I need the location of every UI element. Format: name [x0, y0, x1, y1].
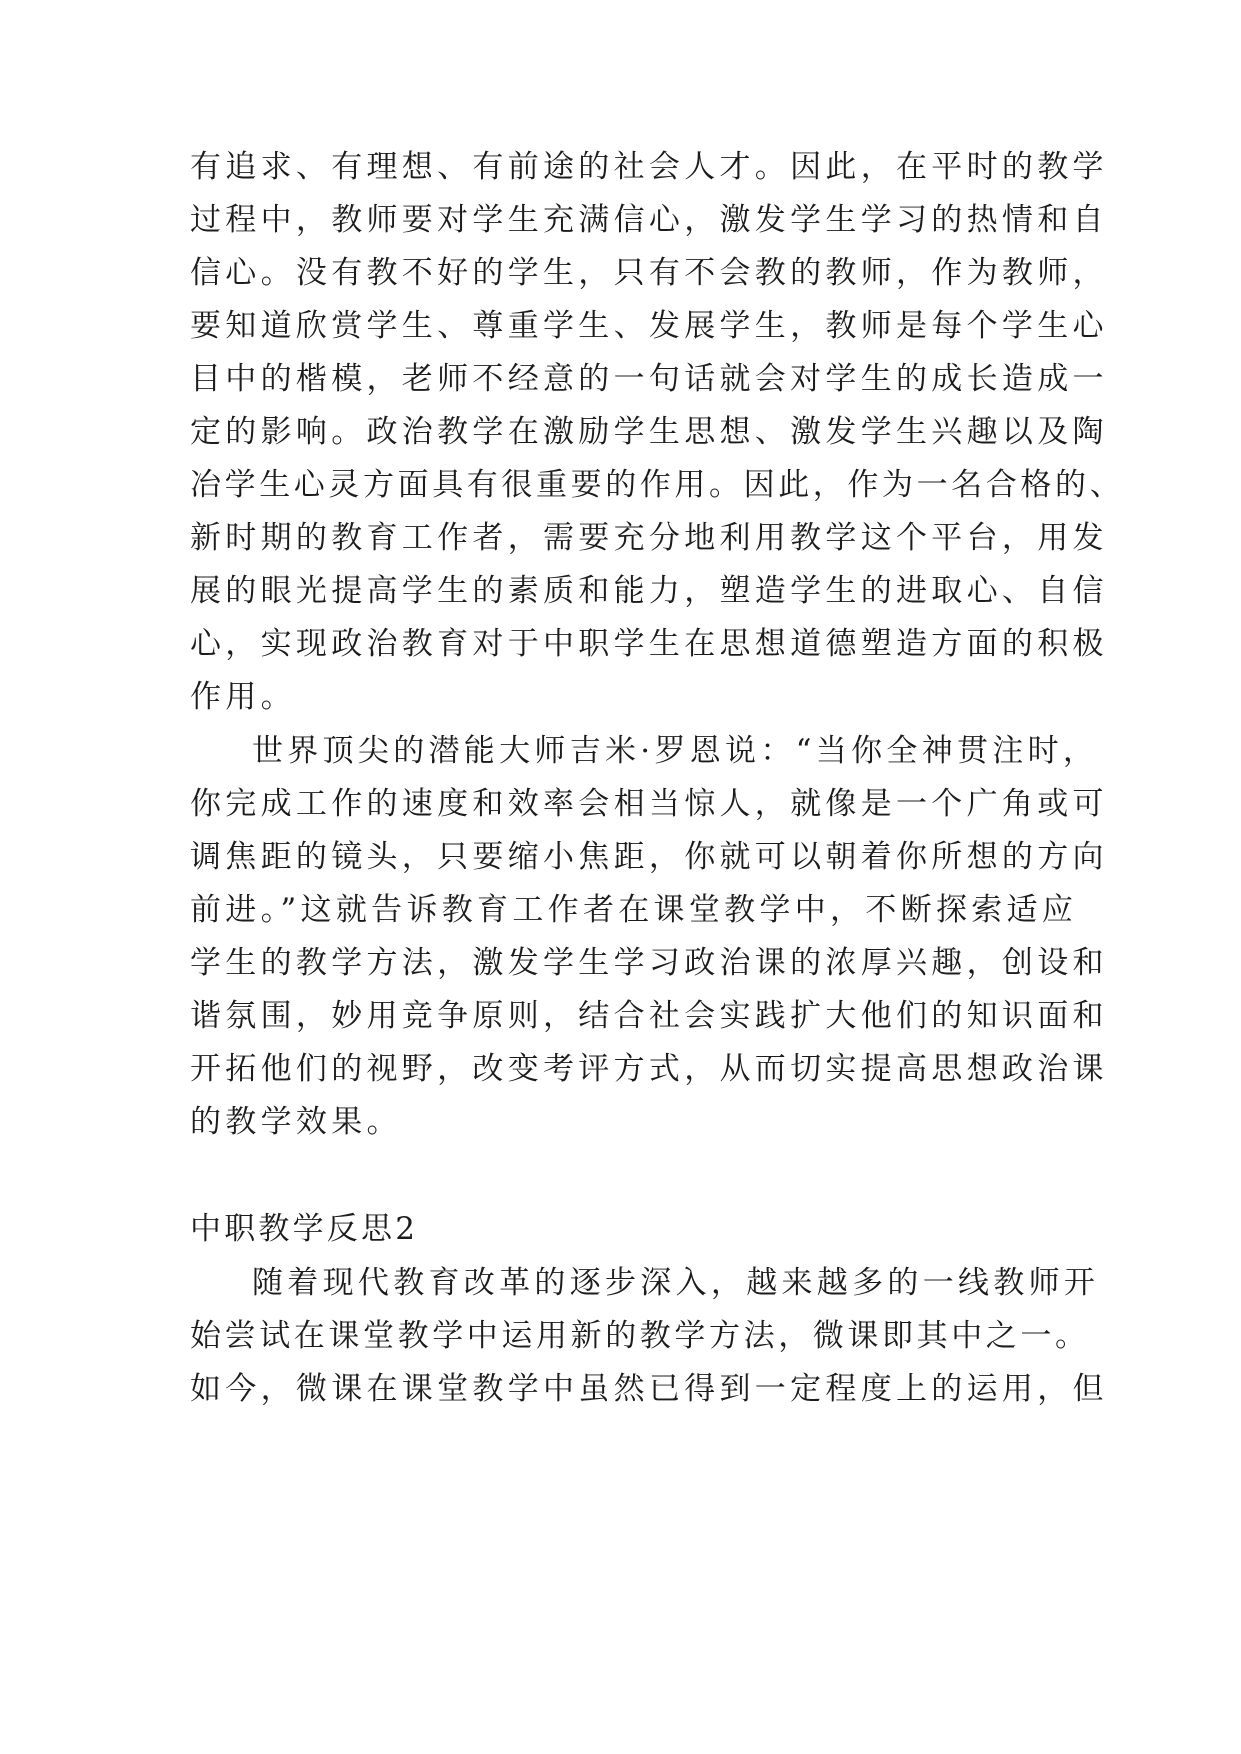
paragraph-1-line-2: 过程中，教师要对学生充满信心，激发学生学习的热情和自 [190, 202, 1108, 238]
paragraph-2-line-6: 谐氛围，妙用竞争原则，结合社会实践扩大他们的知识面和 [190, 998, 1108, 1034]
paragraph-1-line-1: 有追求、有理想、有前途的社会人才。因此，在平时的教学 [190, 149, 1108, 185]
paragraph-2-line-1: 世界顶尖的潜能大师吉米·罗恩说：“当你全神贯注时， [252, 733, 1099, 769]
paragraph-1-line-4: 要知道欣赏学生、尊重学生、发展学生，教师是每个学生心 [190, 308, 1108, 344]
paragraph-2-line-5: 学生的教学方法，激发学生学习政治课的浓厚兴趣，创设和 [190, 945, 1108, 981]
paragraph-1-line-6: 定的影响。政治教学在激励学生思想、激发学生兴趣以及陶 [190, 414, 1108, 450]
paragraph-2-line-8: 的教学效果。 [190, 1104, 402, 1140]
paragraph-3-line-1: 随着现代教育改革的逐步深入，越来越多的一线教师开 [252, 1265, 1100, 1301]
paragraph-1-line-10: 心，实现政治教育对于中职学生在思想道德塑造方面的积极 [190, 626, 1108, 662]
paragraph-2-line-3: 调焦距的镜头，只要缩小焦距，你就可以朝着你所想的方向 [190, 839, 1108, 875]
paragraph-2-line-2: 你完成工作的速度和效率会相当惊人，就像是一个广角或可 [190, 786, 1108, 822]
paragraph-1-line-9: 展的眼光提高学生的素质和能力，塑造学生的进取心、自信 [190, 573, 1108, 609]
paragraph-2-line-7: 开拓他们的视野，改变考评方式，从而切实提高思想政治课 [190, 1051, 1108, 1087]
paragraph-1-line-8: 新时期的教育工作者，需要充分地利用教学这个平台，用发 [190, 520, 1108, 556]
paragraph-1-line-3: 信心。没有教不好的学生，只有不会教的教师，作为教师， [190, 255, 1108, 291]
paragraph-1-line-5: 目中的楷模，老师不经意的一句话就会对学生的成长造成一 [190, 361, 1108, 397]
paragraph-3-line-2: 始尝试在课堂教学中运用新的教学方法，微课即其中之一。 [190, 1318, 1090, 1354]
paragraph-2-line-4: 前进。”这就告诉教育工作者在课堂教学中，不断探索适应 [190, 892, 1078, 928]
paragraph-1-line-11: 作用。 [190, 679, 296, 715]
section-heading: 中职教学反思2 [190, 1211, 419, 1247]
paragraph-3-line-3: 如今，微课在课堂教学中虽然已得到一定程度上的运用，但 [190, 1371, 1108, 1407]
paragraph-1-line-7: 冶学生心灵方面具有很重要的作用。因此，作为一名合格的、 [190, 467, 1125, 503]
